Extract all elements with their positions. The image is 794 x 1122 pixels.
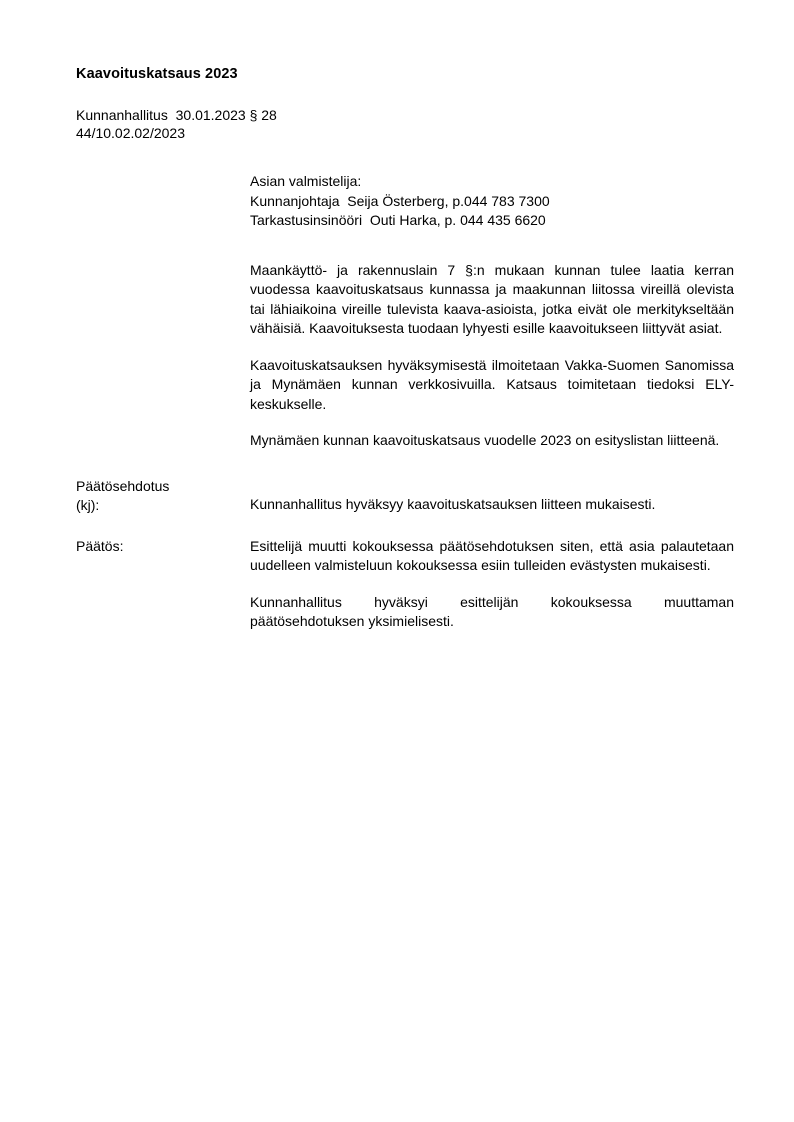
intro-paragraph-2: Kaavoituskatsauksen hyväksymisestä ilmoitetaan Vakka-Suomen Sanomissa ja Mynämäen kunnan verkkosivuilla. Katsaus toimitetaan tiedoksi ELY-keskukselle. <box>250 356 734 412</box>
preparer-heading: Asian valmistelija: <box>250 173 362 189</box>
decision-proposal-label-line1: Päätösehdotus <box>76 477 170 494</box>
decision-proposal-label-line2: (kj): <box>76 496 100 513</box>
preparer-person-2: Tarkastusinsinööri Outi Harka, p. 044 435 6620 <box>250 212 546 228</box>
meeting-body-and-date: Kunnanhallitus 30.01.2023 § 28 <box>76 107 277 123</box>
page-title: Kaavoituskatsaus 2023 <box>76 66 238 82</box>
document-body <box>76 172 734 632</box>
intro-paragraph-1: Maankäyttö- ja rakennuslain 7 §:n mukaan kunnan tulee laatia kerran vuodessa kaavoituskatsaus kunnassa ja maakunnan liitossa vireillä olevista tai lähiaikoina vireille tulevista kaava-asioista, jotka eivät ole merkitykseltään vähäisiä. Kaavoituksesta tuodaan lyhyesti esille kaavoitukseen liittyvät asiat. <box>250 261 734 336</box>
decision-text-col <box>250 537 734 632</box>
decision-label <box>76 537 250 556</box>
decision-proposal-label <box>76 477 250 515</box>
decision-label-line1: Päätös: <box>76 537 124 554</box>
preparer-person-1: Kunnanjohtaja Seija Österberg, p.044 783 7300 <box>250 192 550 209</box>
intro-row <box>76 261 734 451</box>
intro-paragraph-3: Mynämäen kunnan kaavoituskatsaus vuodelle 2023 on esityslistan liitteenä. <box>250 432 720 448</box>
decision-proposal-text-col <box>250 477 734 515</box>
decision-proposal-row <box>76 477 734 515</box>
decision-row <box>76 537 734 632</box>
intro-text-col <box>250 261 734 451</box>
preparer-row <box>76 172 734 231</box>
case-reference-number: 44/10.02.02/2023 <box>76 125 185 141</box>
decision-proposal-paragraph-1: Kunnanhallitus hyväksyy kaavoituskatsauksen liitteen mukaisesti. <box>250 495 656 512</box>
document-meta <box>76 106 734 142</box>
preparer-block <box>250 172 734 231</box>
decision-paragraph-1: Esittelijä muutti kokouksessa päätösehdotuksen siten, että asia palautetaan uudelleen valmisteluun kokouksessa esiin tulleiden evästysten mukaisesti. <box>250 537 734 573</box>
decision-paragraph-2: Kunnanhallitus hyväksyi esittelijän kokouksessa muuttaman päätösehdotuksen yksimielisesti. <box>250 593 734 629</box>
